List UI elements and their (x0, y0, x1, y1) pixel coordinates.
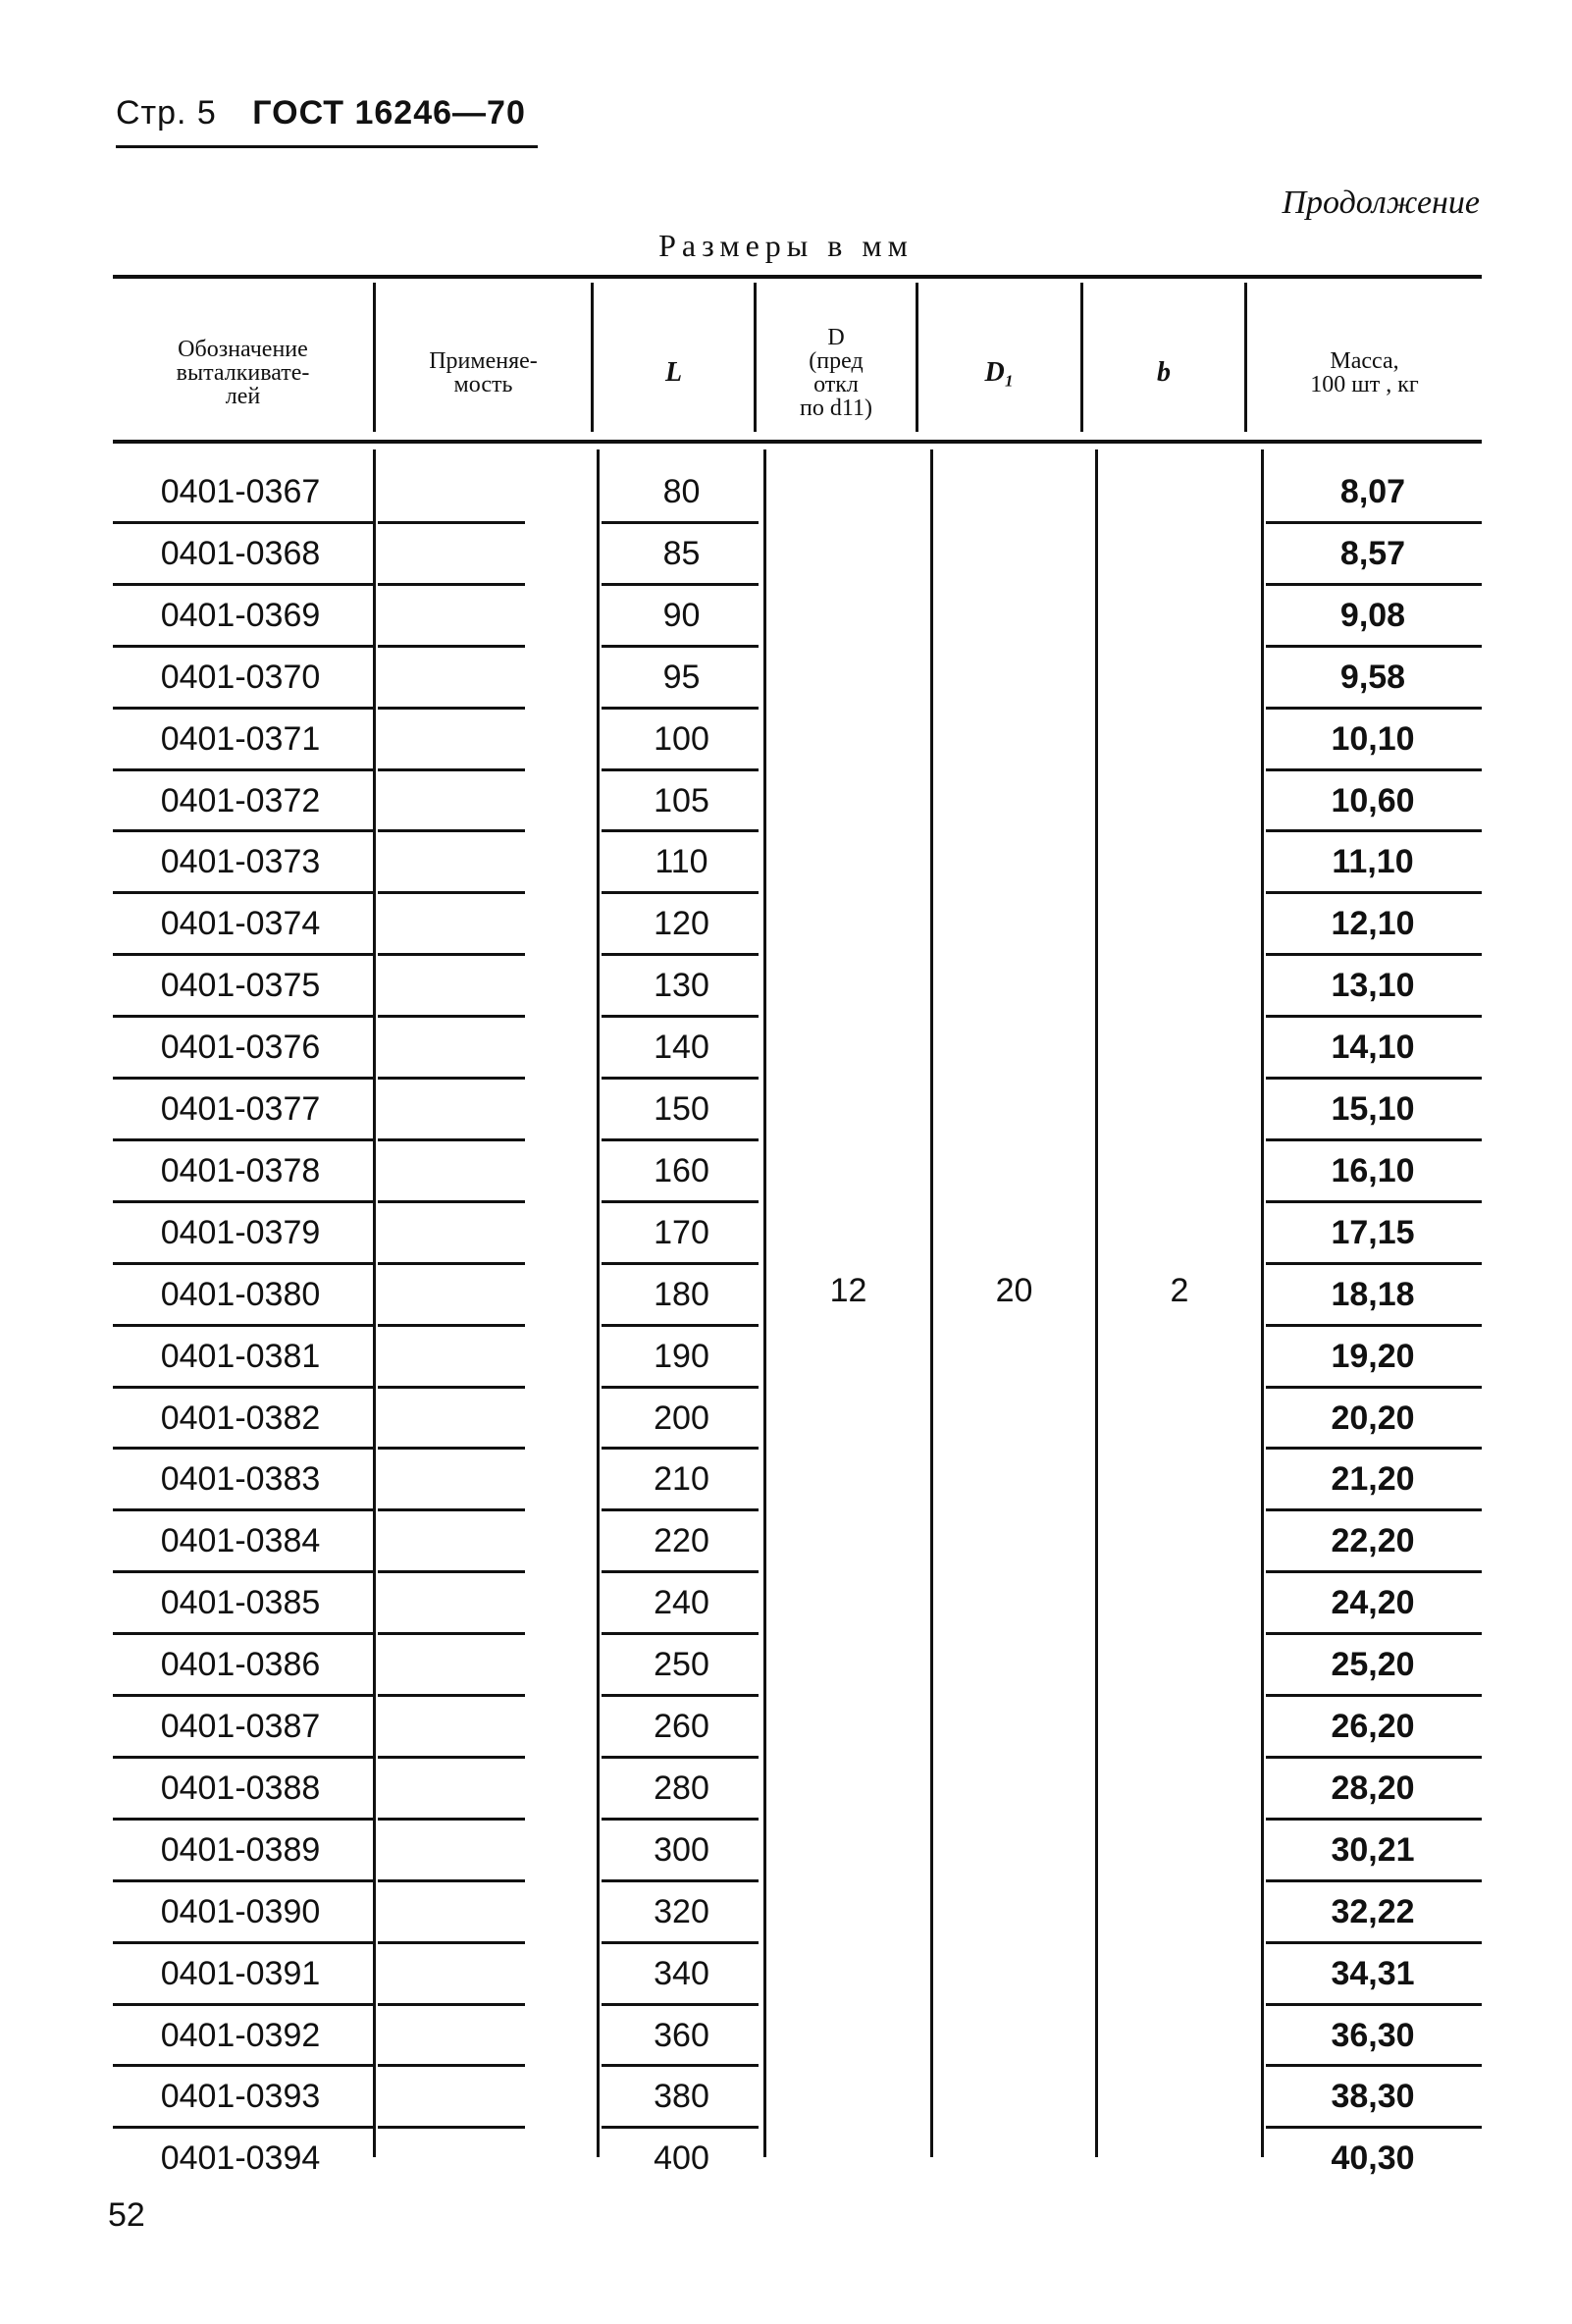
mass-cell: 21,20 (1331, 1460, 1415, 1499)
designation-cell: 0401-0383 (160, 1460, 321, 1499)
designation-cell: 0401-0380 (160, 1275, 321, 1313)
length-cell: 320 (654, 1892, 709, 1930)
designation-cell: 0401-0392 (160, 2016, 321, 2054)
mass-cell: 40,30 (1331, 2139, 1415, 2178)
row-underline (378, 2064, 525, 2067)
length-cell: 85 (662, 534, 701, 572)
standard-number: ГОСТ 16246—70 (252, 94, 526, 132)
mass-cell: 9,08 (1339, 596, 1406, 634)
length-cell: 180 (654, 1275, 709, 1313)
mass-cell: 26,20 (1331, 1708, 1415, 1745)
length-cell: 100 (654, 719, 709, 758)
row-underline (378, 2003, 525, 2006)
length-cell: 120 (654, 905, 709, 943)
page-label: Стр. 5 (116, 94, 217, 132)
row-underline (378, 1138, 525, 1141)
header-designation: Обозначение выталкивате- лей (176, 337, 310, 409)
designation-cell: 0401-0371 (160, 719, 321, 758)
length-cell: 105 (654, 781, 709, 819)
length-cell: 360 (654, 2016, 709, 2054)
length-cell: 200 (654, 1399, 709, 1437)
designation-cell: 0401-0375 (160, 967, 321, 1005)
mass-cell: 10,60 (1331, 781, 1415, 819)
length-cell: 250 (654, 1646, 709, 1684)
designation-cell: 0401-0388 (160, 1769, 321, 1807)
mass-cell: 17,15 (1331, 1213, 1415, 1251)
row-underline (378, 1941, 525, 1944)
header-underline (116, 145, 538, 148)
continuation-label: Продолжение (1282, 185, 1480, 221)
page-header (116, 94, 526, 132)
length-cell: 210 (654, 1460, 709, 1499)
designation-cell: 0401-0384 (160, 1522, 321, 1560)
body-divider (373, 449, 376, 2157)
length-cell: 300 (654, 1830, 709, 1869)
table-top-rule (113, 275, 1482, 279)
designation-cell: 0401-0393 (160, 2078, 321, 2116)
row-underline (378, 768, 525, 771)
length-cell: 130 (654, 967, 709, 1005)
designation-cell: 0401-0381 (160, 1337, 321, 1375)
mass-cell: 28,20 (1331, 1769, 1415, 1807)
length-cell: 280 (654, 1769, 709, 1807)
row-underline (378, 953, 525, 956)
designation-cell: 0401-0369 (160, 596, 321, 634)
row-underline (378, 1570, 525, 1573)
merged-D1-value: 20 (995, 1272, 1033, 1309)
length-cell: 80 (662, 473, 701, 510)
row-underline (378, 1879, 525, 1882)
mass-cell: 20,20 (1331, 1399, 1415, 1437)
length-cell: 260 (654, 1708, 709, 1745)
length-cell: 170 (654, 1213, 709, 1251)
designation-cell: 0401-0394 (160, 2139, 321, 2178)
page-number: 52 (108, 2196, 145, 2234)
length-cell: 400 (654, 2139, 709, 2178)
length-cell: 90 (662, 596, 701, 634)
length-cell: 150 (654, 1090, 709, 1128)
row-underline (378, 2126, 525, 2129)
header-b: b (1157, 357, 1171, 388)
merged-b-value: 2 (1170, 1272, 1189, 1309)
designation-cell: 0401-0386 (160, 1646, 321, 1684)
row-underline (378, 583, 525, 586)
length-cell: 190 (654, 1337, 709, 1375)
row-underline (378, 891, 525, 894)
designation-cell: 0401-0390 (160, 1892, 321, 1930)
mass-cell: 10,10 (1331, 719, 1415, 758)
length-cell: 340 (654, 1954, 709, 1992)
merged-D-value: 12 (829, 1272, 867, 1309)
mass-cell: 22,20 (1331, 1522, 1415, 1560)
mass-cell: 8,07 (1339, 473, 1406, 510)
length-cell: 380 (654, 2078, 709, 2116)
designation-cell: 0401-0391 (160, 1954, 321, 1992)
designation-cell: 0401-0379 (160, 1213, 321, 1251)
length-cell: 240 (654, 1584, 709, 1622)
header-applicability: Применяе- мость (429, 348, 538, 397)
row-underline (378, 1324, 525, 1327)
header-bottom-rule (113, 440, 1482, 444)
row-underline (378, 829, 525, 832)
mass-cell: 38,30 (1331, 2078, 1415, 2116)
header-D: D (пред откл по d11) (800, 325, 872, 421)
row-underline (378, 1386, 525, 1389)
designation-cell: 0401-0367 (160, 473, 321, 510)
mass-cell: 34,31 (1331, 1954, 1415, 1992)
row-underline (378, 1447, 525, 1450)
row-underline (378, 1262, 525, 1265)
dimensions-note: Размеры в мм (658, 228, 914, 263)
header-mass: Масса, 100 шт , кг (1310, 348, 1419, 397)
length-cell: 140 (654, 1029, 709, 1067)
designation-cell: 0401-0377 (160, 1090, 321, 1128)
header-L: L (664, 357, 683, 388)
row-underline (378, 1694, 525, 1697)
row-underline (378, 707, 525, 710)
mass-cell: 16,10 (1331, 1151, 1415, 1189)
row-underline (378, 1632, 525, 1635)
row-underline (378, 1818, 525, 1821)
designation-cell: 0401-0382 (160, 1399, 321, 1437)
mass-cell: 19,20 (1331, 1337, 1415, 1375)
mass-cell: 11,10 (1332, 843, 1414, 881)
length-cell: 95 (662, 658, 701, 696)
mass-cell: 15,10 (1331, 1090, 1415, 1128)
header-D1: D₁ (984, 357, 1015, 388)
designation-cell: 0401-0385 (160, 1584, 321, 1622)
mass-cell: 9,58 (1339, 658, 1406, 696)
mass-cell: 14,10 (1331, 1029, 1415, 1067)
mass-cell: 36,30 (1331, 2016, 1415, 2054)
row-underline (378, 645, 525, 648)
designation-cell: 0401-0376 (160, 1029, 321, 1067)
mass-cell: 12,10 (1331, 905, 1415, 943)
row-underline (378, 1756, 525, 1759)
row-underline (378, 1015, 525, 1018)
designation-cell: 0401-0387 (160, 1708, 321, 1745)
mass-cell: 25,20 (1331, 1646, 1415, 1684)
ejector-table (113, 275, 1482, 2189)
mass-cell: 32,22 (1331, 1892, 1415, 1930)
mass-cell: 30,21 (1331, 1830, 1415, 1869)
row-underline (378, 1077, 525, 1080)
row-underline (378, 521, 525, 524)
mass-cell: 8,57 (1339, 534, 1406, 572)
length-cell: 220 (654, 1522, 709, 1560)
designation-cell: 0401-0378 (160, 1151, 321, 1189)
mass-cell: 13,10 (1331, 967, 1415, 1005)
row-underline (378, 1508, 525, 1511)
mass-cell: 18,18 (1331, 1275, 1415, 1313)
mass-cell: 24,20 (1331, 1584, 1415, 1622)
length-cell: 160 (654, 1151, 709, 1189)
designation-cell: 0401-0373 (160, 843, 321, 881)
designation-cell: 0401-0374 (160, 905, 321, 943)
length-cell: 110 (655, 843, 708, 881)
designation-cell: 0401-0372 (160, 781, 321, 819)
designation-cell: 0401-0368 (160, 534, 321, 572)
designation-cell: 0401-0389 (160, 1830, 321, 1869)
designation-cell: 0401-0370 (160, 658, 321, 696)
row-underline (378, 1200, 525, 1203)
